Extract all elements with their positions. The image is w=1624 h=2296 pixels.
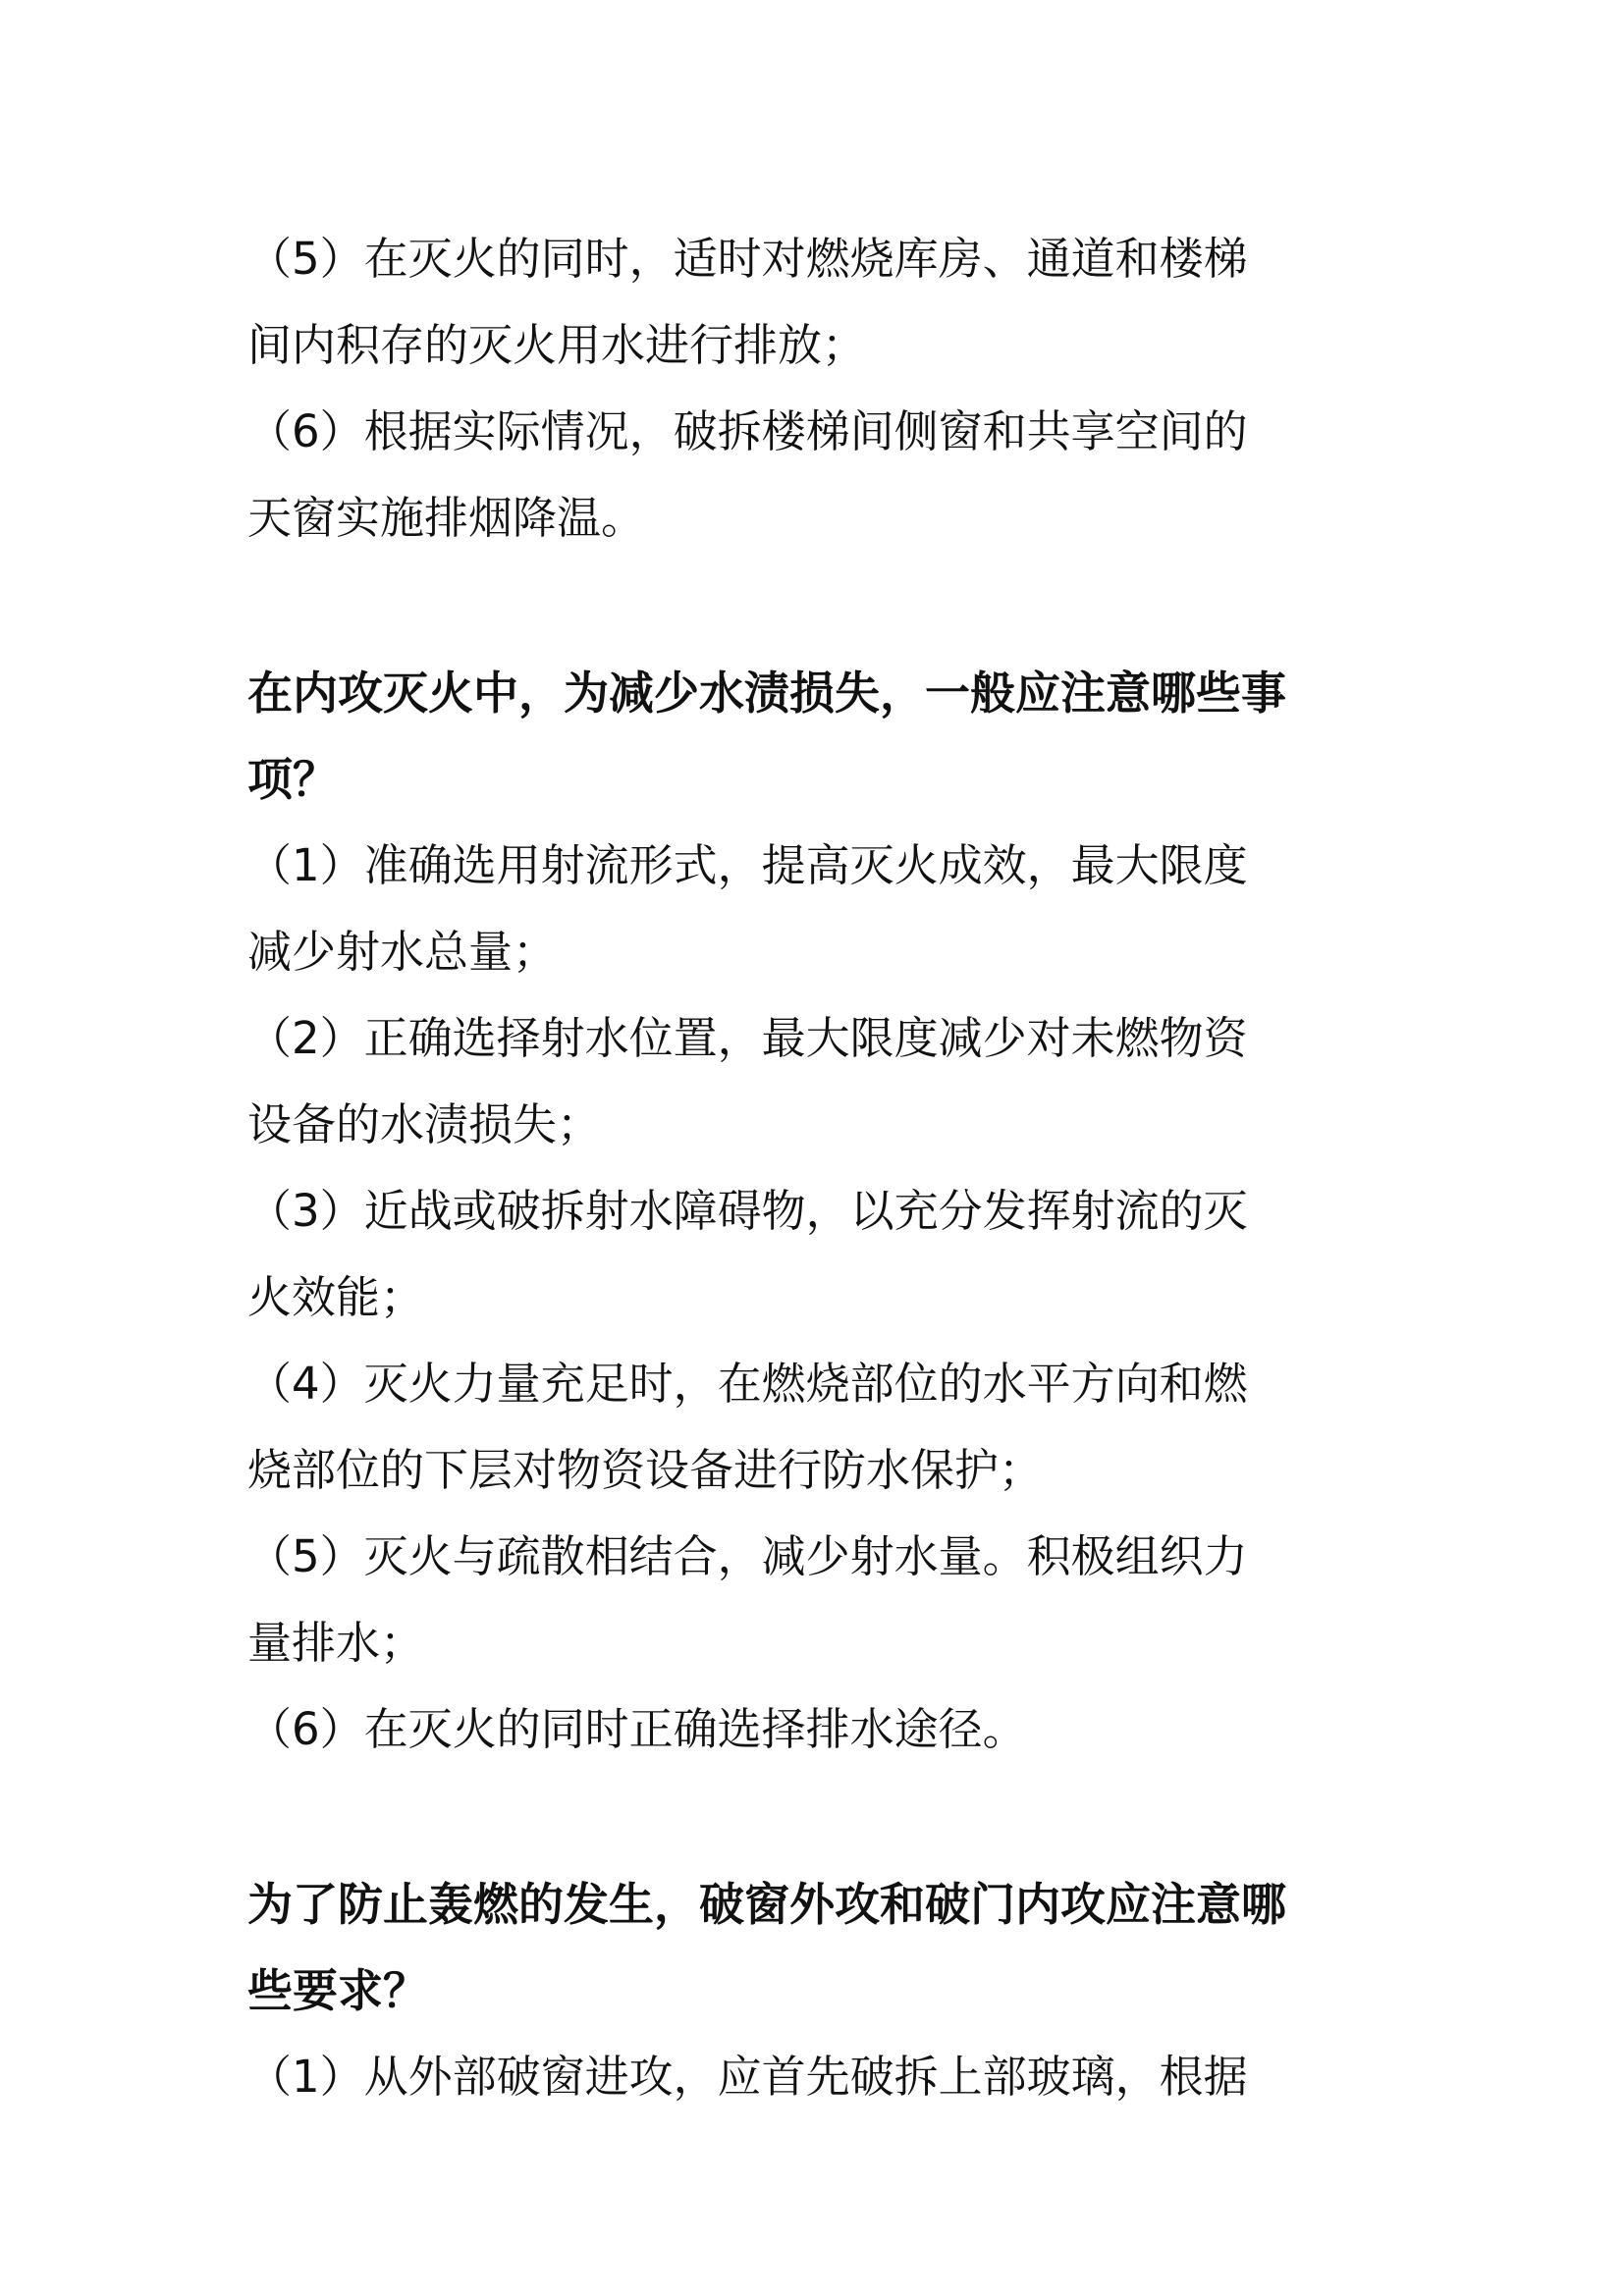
text-line: 天窗实施排烟降温。 — [247, 492, 646, 544]
text-line: （1）准确选用射流形式，提高灭火成效，最大限度 — [247, 839, 1248, 891]
text-line: 烧部位的下层对物资设备进行防水保护； — [247, 1444, 1044, 1496]
text-line: （5）在灭火的同时，适时对燃烧库房、通道和楼梯 — [247, 233, 1248, 285]
paragraph-flashover-list — [247, 2034, 1386, 2120]
heading-line: 项？ — [247, 753, 338, 806]
section-heading-water-damage — [247, 650, 1386, 823]
text-line: 设备的水渍损失； — [247, 1098, 602, 1150]
section-gap — [247, 1773, 1386, 1861]
text-line: 量排水； — [247, 1617, 425, 1669]
text-line: 间内积存的灭火用水进行排放； — [247, 319, 867, 371]
text-line: 火效能； — [247, 1271, 425, 1323]
text-line: （6）根据实际情况，破拆楼梯间侧窗和共享空间的 — [247, 405, 1248, 457]
text-line: 减少射水总量； — [247, 926, 558, 978]
heading-line: 在内攻灭火中，为减少水渍损失，一般应注意哪些事 — [247, 667, 1286, 720]
paragraph-smoke-water-steps — [247, 216, 1386, 561]
text-line: （1）从外部破窗进攻，应首先破拆上部玻璃，根据 — [247, 2051, 1248, 2103]
text-line: （4）灭火力量充足时，在燃烧部位的水平方向和燃 — [247, 1358, 1248, 1410]
document-content — [247, 216, 1386, 2120]
paragraph-water-damage-list — [247, 823, 1386, 1773]
text-line: （5）灭火与疏散相结合，减少射水量。积极组织力 — [247, 1530, 1248, 1582]
heading-line: 为了防止轰燃的发生，破窗外攻和破门内攻应注意哪 — [247, 1878, 1286, 1931]
text-line: （3）近战或破拆射水障碍物，以充分发挥射流的灭 — [247, 1185, 1248, 1237]
text-line: （2）正确选择射水位置，最大限度减少对未燃物资 — [247, 1012, 1248, 1064]
heading-line: 些要求？ — [247, 1964, 428, 2017]
text-line: （6）在灭火的同时正确选择排水途径。 — [247, 1703, 1027, 1755]
section-heading-flashover — [247, 1861, 1386, 2034]
section-gap — [247, 561, 1386, 650]
